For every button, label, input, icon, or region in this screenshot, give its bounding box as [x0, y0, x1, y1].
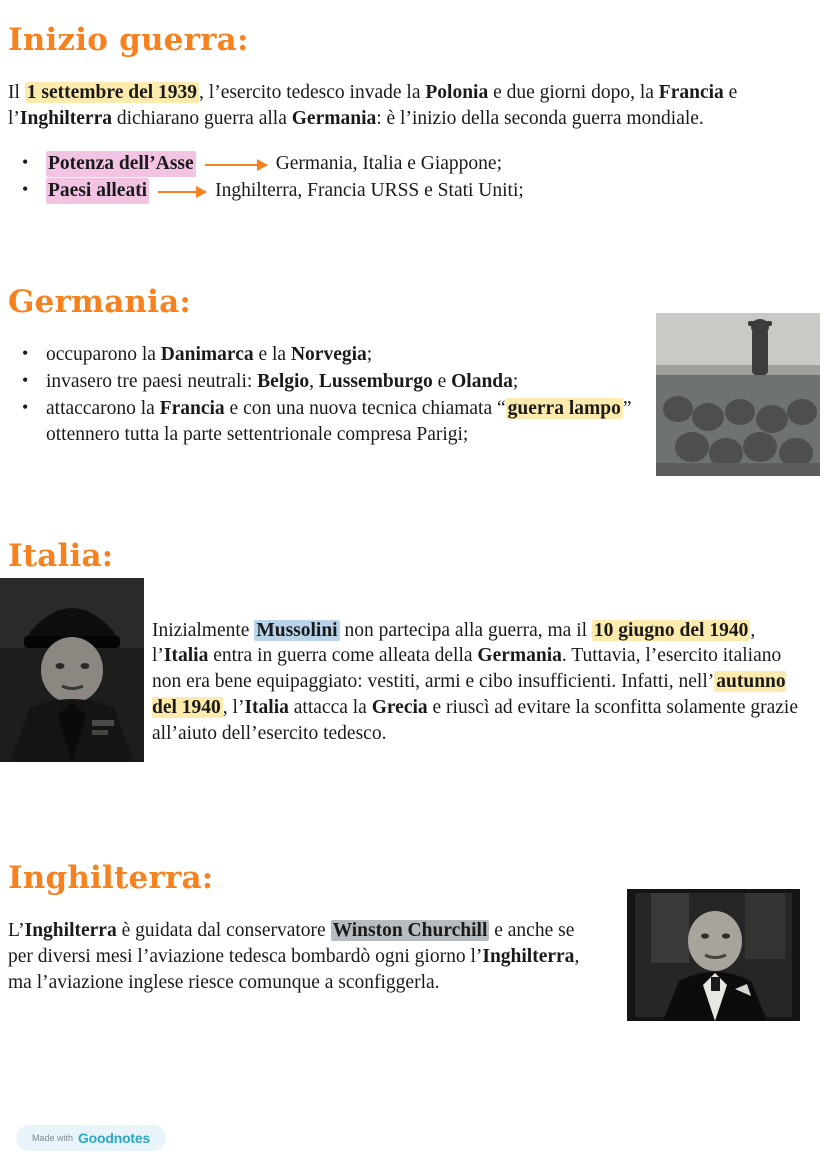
- arrow-icon: [205, 164, 267, 166]
- bold-polonia: Polonia: [425, 82, 489, 103]
- section-title-germania: Germania:: [8, 284, 192, 320]
- list-item: [8, 151, 798, 177]
- bold-belgio: Belgio: [257, 370, 310, 392]
- text-fragment: invasero tre paesi neutrali:: [46, 370, 258, 392]
- text-fragment: ” ottennero tutta la parte settentrionale compresa Parigi;: [46, 397, 632, 445]
- value-paesi-alleati: Inghilterra, Francia URSS e Stati Uniti;: [215, 180, 524, 202]
- text-fragment: dichiarano guerra alla: [112, 107, 292, 129]
- bold-inghilterra-2: Inghilterra: [482, 945, 575, 967]
- text-fragment: occuparono la: [46, 344, 161, 365]
- bold-italia: Italia: [163, 645, 209, 667]
- highlight-mussolini: Mussolini: [256, 619, 338, 641]
- section-title-inghilterra: Inghilterra:: [8, 860, 214, 896]
- text-fragment: , ma l’aviazione inglese riesce comunque a sconfiggerla.: [8, 945, 580, 993]
- image-mussolini: [0, 578, 144, 762]
- bold-lussemburgo: Lussemburgo: [318, 370, 433, 392]
- highlight-guerra-lampo: guerra lampo: [507, 397, 621, 419]
- text-fragment: e l’: [8, 82, 738, 129]
- paragraph-italia: [152, 618, 798, 748]
- text-fragment: , l’esercito tedesco invade la: [199, 82, 426, 103]
- badge-made-with-label: Made with: [31, 1133, 73, 1143]
- paragraph-inizio: [8, 80, 780, 132]
- text-fragment: , l’: [222, 697, 245, 719]
- bold-inghilterra: Inghilterra: [19, 107, 112, 129]
- text-fragment: entra in guerra come alleata della: [208, 645, 478, 667]
- bold-norvegia: Norvegia: [290, 344, 367, 365]
- arrow-icon: [158, 191, 206, 193]
- list-germania: [8, 342, 658, 448]
- text-fragment: e: [432, 370, 452, 392]
- bold-danimarca: Danimarca: [160, 344, 254, 365]
- highlight-data-10-giugno: 10 giugno del 1940: [593, 619, 749, 641]
- bold-francia: Francia: [159, 397, 225, 419]
- text-fragment: e due giorni dopo, la: [488, 82, 659, 103]
- image-soldiers: [656, 313, 820, 476]
- bold-germania: Germania: [477, 645, 562, 667]
- value-potenza-asse: Germania, Italia e Giappone;: [275, 153, 503, 175]
- highlight-autunno-1940: autunno del 1940: [152, 671, 786, 719]
- text-fragment: è guidata dal conservatore: [116, 920, 331, 941]
- list-item: [8, 396, 658, 448]
- list-schieramenti: [8, 151, 798, 204]
- text-fragment: ;: [366, 344, 373, 365]
- section-inizio-guerra: [8, 22, 798, 205]
- bold-germania: Germania: [291, 107, 377, 129]
- highlight-date-1939: 1 settembre del 1939: [26, 82, 198, 103]
- text-fragment: Inizialmente: [152, 619, 255, 641]
- text-fragment: ;: [512, 370, 519, 392]
- goodnotes-badge: [16, 1125, 166, 1151]
- bold-francia: Francia: [658, 82, 724, 103]
- badge-brand-label: Goodnotes: [77, 1130, 151, 1146]
- text-fragment: e anche se per diversi mesi l’aviazione tedesca bombardò ogni giorno l’: [8, 920, 575, 967]
- highlight-winston-churchill: Winston Churchill: [332, 920, 488, 941]
- bold-olanda: Olanda: [451, 370, 513, 392]
- bold-italia-2: Italia: [244, 697, 289, 719]
- list-item: [8, 342, 658, 368]
- section-title-italia: Italia:: [8, 538, 114, 574]
- text-fragment: non partecipa alla guerra, ma il: [339, 619, 592, 641]
- image-churchill: [627, 889, 800, 1021]
- text-fragment: e riuscì ad evitare la sconfitta solamente grazie all’aiuto dell’esercito tedesco.: [152, 697, 798, 745]
- text-fragment: attacca la: [288, 697, 372, 719]
- section-italia: [8, 538, 818, 745]
- text-fragment: ,: [309, 370, 319, 392]
- text-fragment: Il: [8, 82, 25, 103]
- text-fragment: : è l’inizio della seconda guerra mondiale.: [376, 107, 704, 129]
- list-item: [8, 178, 798, 204]
- soldiers-photo-icon: [656, 313, 820, 476]
- bold-grecia: Grecia: [371, 697, 428, 719]
- paragraph-inghilterra: [8, 918, 600, 996]
- list-item: [8, 369, 658, 395]
- mussolini-portrait-icon: [0, 578, 144, 762]
- label-potenza-asse: • Potenza dell’Asse: [46, 151, 196, 177]
- bold-inghilterra-1: Inghilterra: [24, 920, 117, 941]
- text-fragment: attaccarono la: [46, 397, 160, 419]
- text-fragment: e la: [253, 344, 291, 365]
- text-fragment: L’: [8, 920, 25, 941]
- text-fragment: . Tuttavia, l’esercito italiano non era bene equipaggiato: vestiti, armi e cibo insufficienti. Infatti, nell’: [152, 645, 782, 693]
- text-fragment: , l’: [152, 619, 756, 667]
- section-title-inizio: Inizio guerra:: [8, 22, 249, 58]
- label-paesi-alleati: • Paesi alleati: [46, 178, 149, 204]
- text-fragment: e con una nuova tecnica chiamata “: [224, 397, 506, 419]
- churchill-portrait-icon: [627, 889, 800, 1021]
